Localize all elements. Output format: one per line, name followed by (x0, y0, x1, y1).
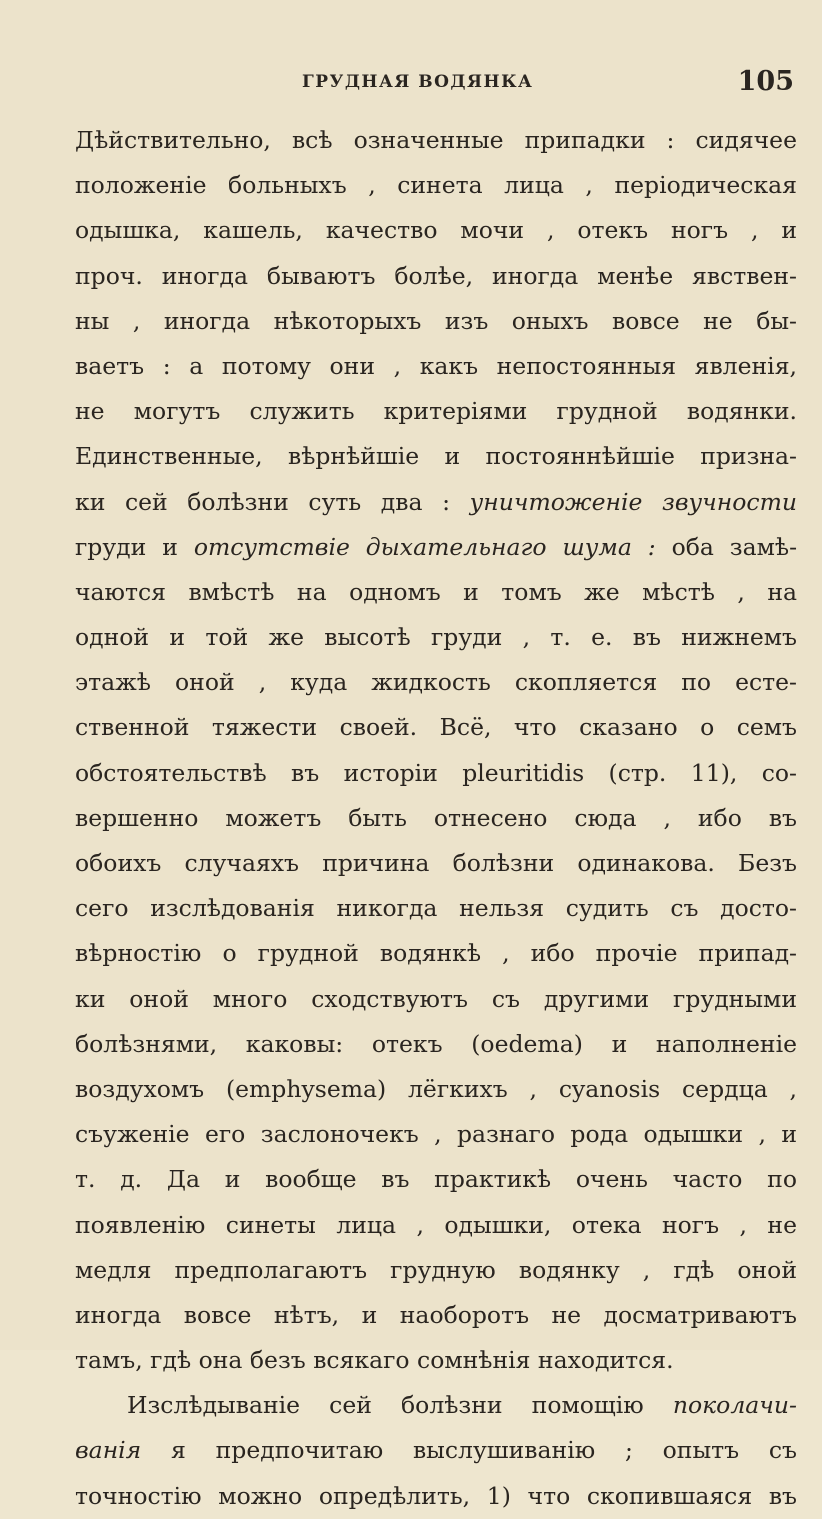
text-line (75, 1474, 797, 1519)
text-segment: ственной тяжести своей. Всё, что сказано о семъ (75, 713, 797, 742)
text-segment: одной и той же высотѣ груди , т. е. въ нижнемъ (75, 623, 797, 652)
text-segment: вѣрностію о грудной водянкѣ , ибо прочіе припад- (75, 939, 797, 968)
text-segment: ки оной много сходствуютъ съ другими грудными (75, 984, 797, 1013)
text-segment: ваетъ : а потому они , какъ непостоянныя явленія, (75, 351, 797, 380)
text-line (75, 1022, 797, 1067)
text-segment: воздухомъ (emphysema) лёгкихъ , cyanosis сердца , (75, 1074, 797, 1103)
text-segment: вершенно можетъ быть отнесено сюда , ибо въ (75, 803, 797, 832)
page-header (0, 66, 822, 102)
text-segment: Дѣйствительно, всѣ означенные припадки : сидячее (75, 126, 797, 154)
italic-text: ванія (75, 1436, 142, 1465)
text-line (75, 344, 797, 389)
text-line (75, 660, 797, 705)
text-line (75, 841, 797, 886)
text-line (75, 1157, 797, 1202)
text-segment: съуженіе его заслоночекъ , разнаго рода одышки , и (75, 1120, 797, 1149)
text-segment: этажѣ оной , куда жидкость скопляется по есте- (75, 668, 797, 697)
text-segment: тамъ, гдѣ она безъ всякаго сомнѣнія находится. (75, 1346, 674, 1375)
text-segment: ки сей болѣзни суть два : (75, 487, 470, 516)
text-segment: одышка, кашель, качество мочи , отекъ ногъ , и (75, 216, 797, 245)
text-line (75, 480, 797, 525)
text-line (75, 796, 797, 841)
text-segment: чаются вмѣстѣ на одномъ и томъ же мѣстѣ , на (75, 577, 797, 606)
text-line (75, 299, 797, 344)
text-line (75, 615, 797, 660)
text-segment: не могутъ служить критеріями грудной водянки. (75, 397, 797, 426)
text-line (75, 931, 797, 976)
text-line (75, 208, 797, 253)
text-segment: обоихъ случаяхъ причина болѣзни одинакова. Безъ (75, 849, 797, 877)
text-segment: проч. иногда бываютъ болѣе, иногда менѣе явствен- (75, 261, 797, 290)
text-segment: медля предполагаютъ грудную водянку , гдѣ оной (75, 1255, 797, 1284)
text-line (75, 1383, 797, 1428)
text-line (75, 1203, 797, 1248)
text-line (75, 1338, 797, 1383)
italic-text: поколачи- (672, 1391, 797, 1420)
text-segment: Единственные, вѣрнѣйшіе и постояннѣйшіе призна- (75, 442, 797, 471)
text-segment: появленію синеты лица , одышки, отека ногъ , не (75, 1210, 797, 1239)
text-line (75, 525, 797, 570)
text-line (75, 705, 797, 750)
text-segment: Изслѣдываніе сей болѣзни помощію (127, 1391, 673, 1420)
text-line (75, 1428, 797, 1473)
text-segment: ны , иногда нѣкоторыхъ изъ оныхъ вовсе не бы- (75, 306, 797, 335)
text-line (75, 389, 797, 434)
text-line (75, 434, 797, 479)
text-segment: иногда вовсе нѣтъ, и наоборотъ не досматриваютъ (75, 1300, 797, 1329)
text-segment: болѣзнями, каковы: отекъ (oedema) и наполненіе (75, 1029, 797, 1058)
text-line (75, 1248, 797, 1293)
text-segment: груди и (75, 532, 194, 561)
text-segment: положеніе больныхъ , синета лица , періодическая (75, 171, 797, 200)
page-number: 105 (737, 66, 794, 97)
text-line (75, 1067, 797, 1112)
text-segment: обстоятельствѣ въ исторіи pleuritidis (стр. 11), со- (75, 758, 797, 787)
text-line (75, 886, 797, 931)
text-line (75, 1112, 797, 1157)
text-line (75, 118, 797, 163)
running-head: ГРУДНАЯ ВОДЯНКА (302, 72, 534, 92)
text-segment: точностію можно опредѣлить, 1) что скопившаяся въ (75, 1481, 797, 1510)
text-line (75, 163, 797, 208)
italic-text: отсутствіе дыхательнаго шума : (193, 532, 656, 561)
text-segment: сего изслѣдованія никогда нельзя судить съ досто- (75, 894, 797, 923)
text-line (75, 254, 797, 299)
text-segment: т. д. Да и вообще въ практикѣ очень часто по (75, 1165, 797, 1194)
italic-text: уничтоженіе звучности (469, 487, 797, 516)
text-segment: оба замѣ- (655, 532, 798, 561)
body-text (75, 118, 797, 1519)
text-line (75, 751, 797, 796)
text-line (75, 977, 797, 1022)
text-line (75, 1293, 797, 1338)
text-line (75, 570, 797, 615)
text-segment: я предпочитаю выслушиванію ; опытъ съ (141, 1436, 797, 1465)
